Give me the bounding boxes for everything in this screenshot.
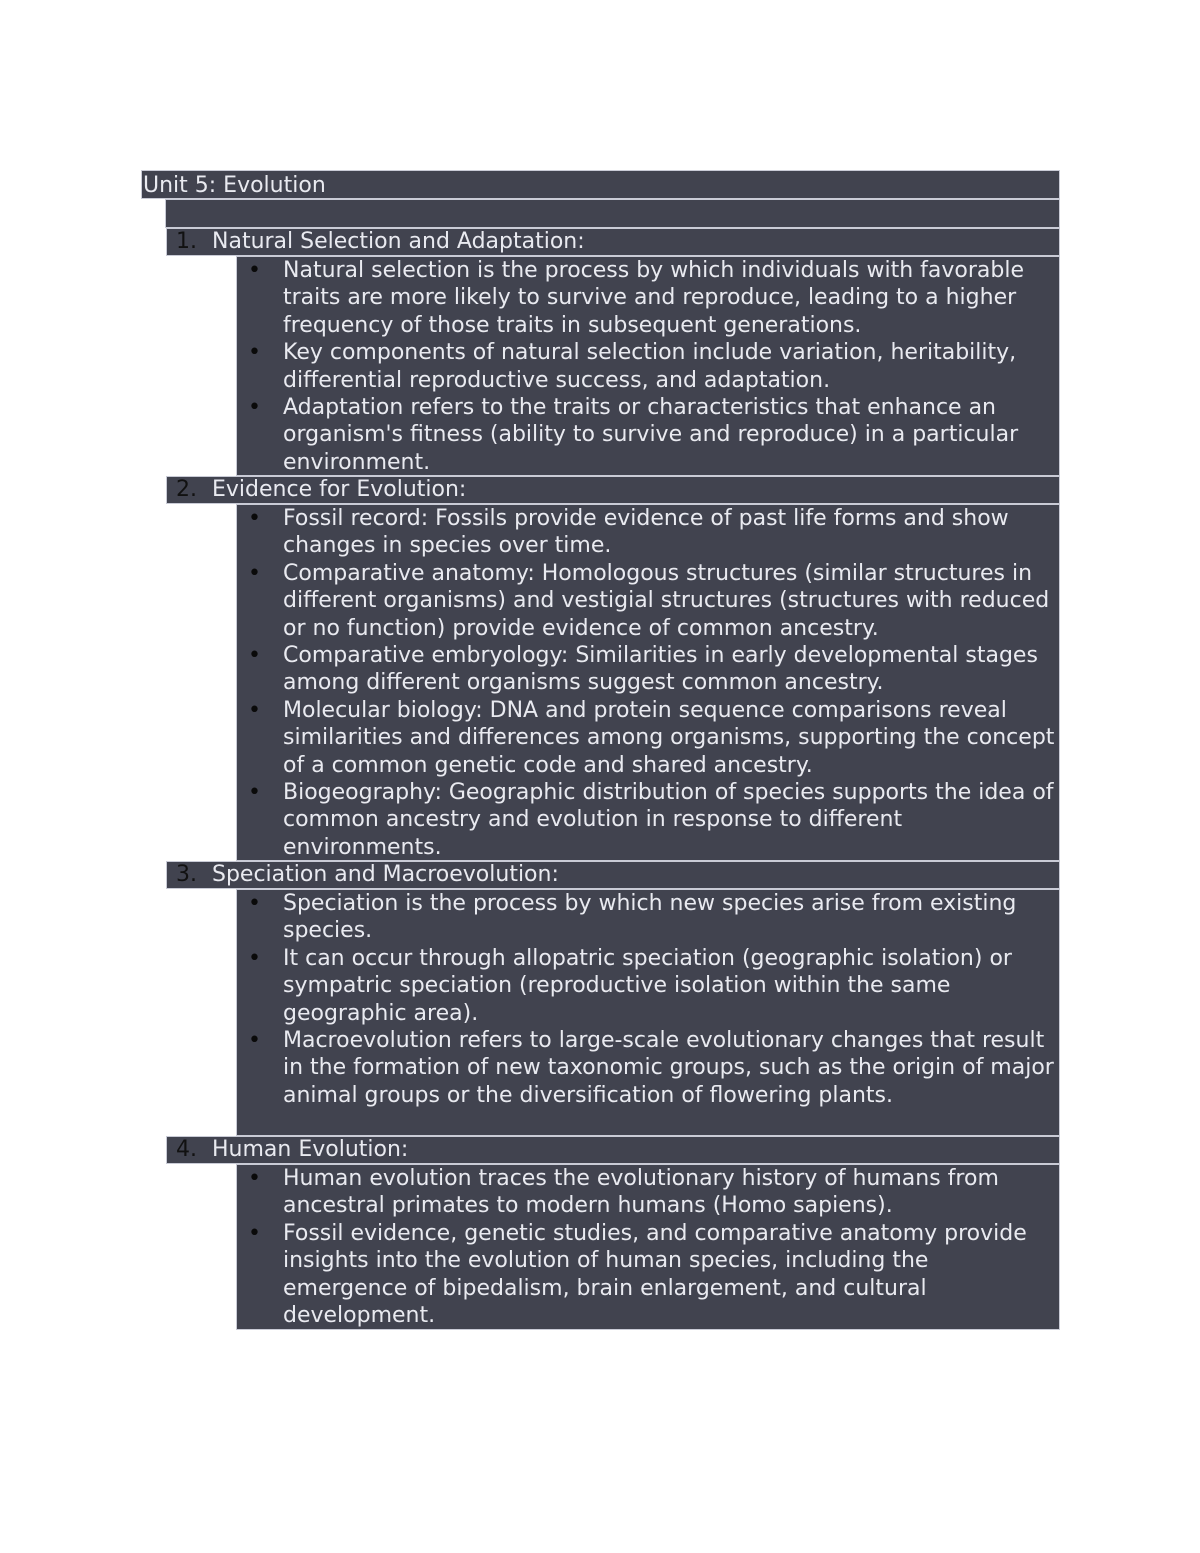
list-item-text: Speciation is the process by which new species arise from existing species. <box>283 891 1017 944</box>
list-item <box>237 257 1059 339</box>
section-2-bullet-list <box>237 505 1059 860</box>
bullet-icon: • <box>248 1220 261 1246</box>
list-item-text: Fossil record: Fossils provide evidence of past life forms and show changes in species over time. <box>283 506 1009 559</box>
list-item <box>237 394 1059 476</box>
bullet-icon: • <box>248 506 261 531</box>
list-item-text: Key components of natural selection include variation, heritability, differential reproductive success, and adaptation. <box>283 340 1017 393</box>
section-number: 1. <box>176 229 197 254</box>
list-item <box>237 560 1059 642</box>
list-item <box>237 1165 1059 1220</box>
list-item <box>237 1027 1059 1109</box>
list-item <box>237 890 1059 945</box>
bullet-icon: • <box>248 945 261 971</box>
list-item-text: Adaptation refers to the traits or characteristics that enhance an organism's fitness (ability to survive and reproduce) in a particular environment. <box>283 395 1019 475</box>
section-heading-3 <box>167 862 1059 888</box>
list-item-text: Molecular biology: DNA and protein sequence comparisons reveal similarities and differences among organisms, supporting the concept of a common genetic code and shared ancestry. <box>283 697 1055 778</box>
list-item <box>237 697 1059 779</box>
list-item <box>237 779 1059 861</box>
document-title-band <box>142 171 1059 198</box>
list-item-text: Biogeography: Geographic distribution of species supports the idea of common ancestry and evolution in response to different environments. <box>283 780 1054 860</box>
bullet-icon: • <box>248 258 261 283</box>
list-item-text: It can occur through allopatric speciation (geographic isolation) or sympatric speciation (reproductive isolation within the same geographic area). <box>283 945 1012 1026</box>
list-item-text: Natural selection is the process by which individuals with favorable traits are more likely to survive and reproduce, leading to a higher frequency of those traits in subsequent generations. <box>283 258 1025 338</box>
list-item-text: Macroevolution refers to large-scale evolutionary changes that result in the formation of new taxonomic groups, such as the origin of major animal groups or the diversification of flowering plants. <box>283 1028 1054 1108</box>
list-item <box>237 642 1059 697</box>
list-item-text: Fossil evidence, genetic studies, and comparative anatomy provide insights into the evolution of human species, including the emergence of bipedalism, brain enlargement, and cultural development. <box>283 1220 1027 1329</box>
section-number: 2. <box>176 477 197 502</box>
list-item <box>237 339 1059 394</box>
list-item <box>237 945 1059 1027</box>
bullet-icon: • <box>248 560 261 586</box>
section-number: 4. <box>176 1137 197 1162</box>
list-item-text: Comparative embryology: Similarities in early developmental stages among different organisms suggest common ancestry. <box>283 643 1038 696</box>
bullet-icon: • <box>248 780 261 806</box>
section-3-bullet-list <box>237 890 1059 1135</box>
bullet-icon: • <box>248 697 261 723</box>
bullet-icon: • <box>248 340 261 366</box>
bullet-icon: • <box>248 891 261 916</box>
bullet-icon: • <box>248 643 261 669</box>
section-title: Evidence for Evolution: <box>212 477 467 502</box>
section-title: Natural Selection and Adaptation: <box>212 229 585 254</box>
document-title: Unit 5: Evolution <box>143 173 326 198</box>
list-item <box>237 1220 1059 1330</box>
bullet-icon: • <box>248 1028 261 1054</box>
bullet-icon: • <box>248 395 261 421</box>
section-number: 3. <box>176 862 197 887</box>
section-heading-4 <box>167 1137 1059 1163</box>
section-4-bullet-list <box>237 1165 1059 1329</box>
section-heading-2 <box>167 477 1059 503</box>
list-item <box>237 505 1059 560</box>
section-heading-1 <box>167 229 1059 255</box>
section-1-bullet-list <box>237 257 1059 475</box>
section-title: Speciation and Macroevolution: <box>212 862 559 887</box>
list-item-text: Human evolution traces the evolutionary history of humans from ancestral primates to modern humans (Homo sapiens). <box>283 1166 999 1219</box>
section-title: Human Evolution: <box>212 1137 409 1162</box>
bullet-icon: • <box>248 1166 261 1191</box>
empty-line-band <box>166 200 1059 227</box>
list-item-text: Comparative anatomy: Homologous structures (similar structures in different organisms) and vestigial structures (structures with reduced or no function) provide evidence of common ancestry. <box>283 560 1050 641</box>
